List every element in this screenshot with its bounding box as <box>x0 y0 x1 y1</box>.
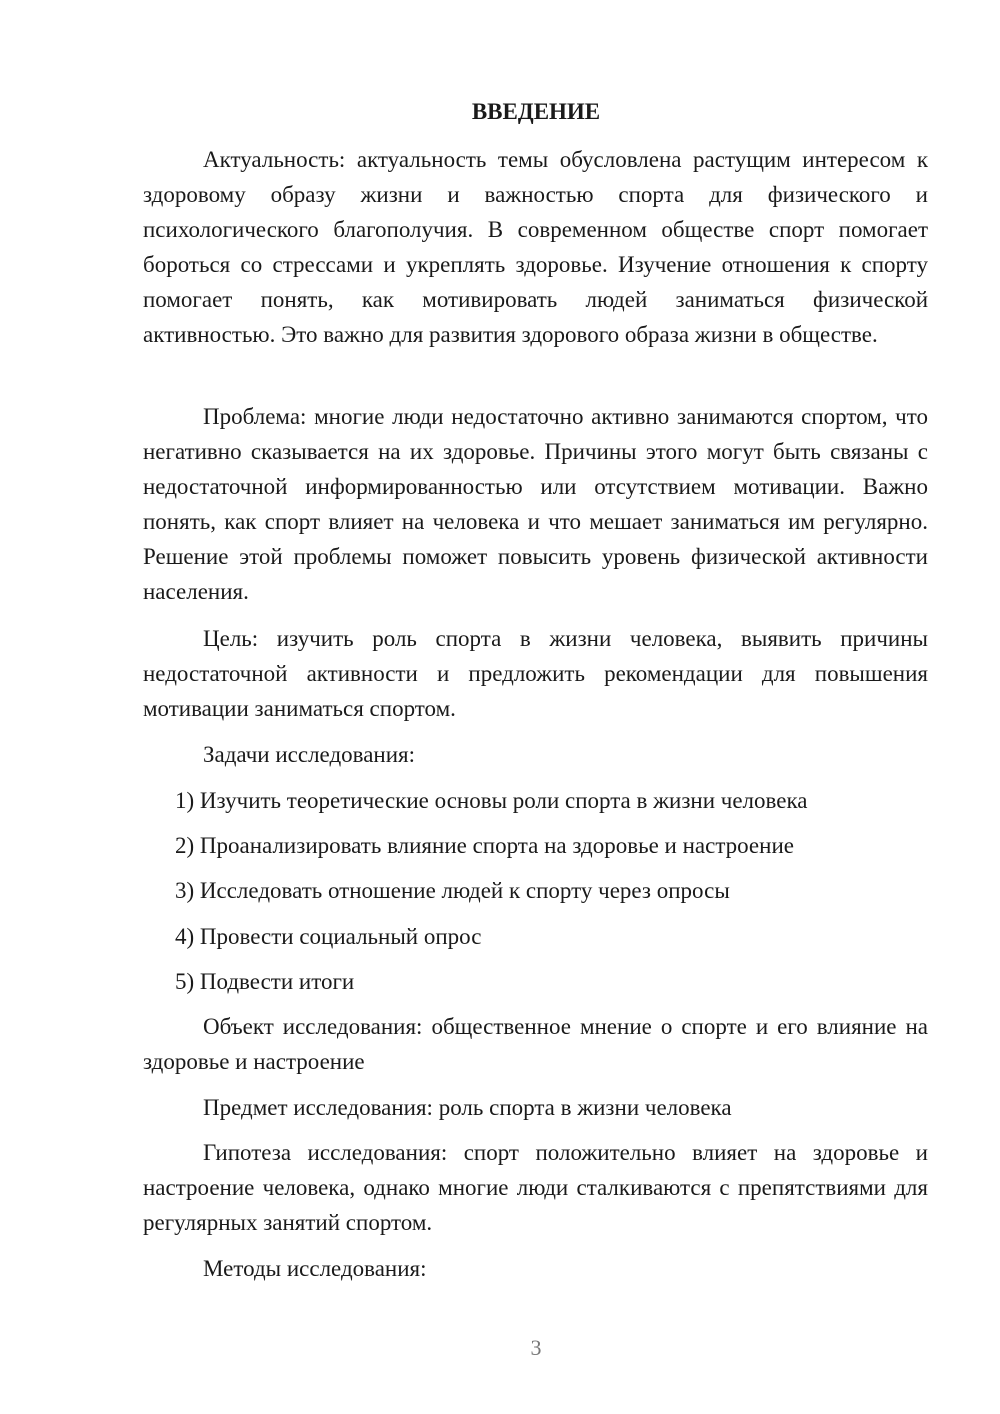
list-item: 4) Провести социальный опрос <box>175 924 482 949</box>
section-title: ВВЕДЕНИЕ <box>471 99 601 124</box>
list-item: 1) Изучить теоретические основы роли спорта в жизни человека <box>175 788 808 813</box>
paragraph-goal: Цель: изучить роль спорта в жизни человека, выявить причины недостаточной активности и предложить рекомендации для повышения мотивации заниматься спортом. <box>143 626 928 721</box>
paragraph-subject: Предмет исследования: роль спорта в жизни человека <box>203 1095 732 1120</box>
tasks-heading: Задачи исследования: <box>203 742 416 767</box>
methods-heading: Методы исследования: <box>203 1256 427 1281</box>
paragraph-hypothesis: Гипотеза исследования: спорт положительно влияет на здоровье и настроение человека, однако многие люди сталкиваются с препятствиями для регулярных занятий спортом. <box>143 1140 928 1235</box>
paragraph-relevance: Актуальность: актуальность темы обусловлена растущим интересом к здоровому образу жизни и важностью спорта для физического и психологического благополучия. В современном обществе спорт помогает бороться со стрессами и укреплять здоровье. Изучение отношения к спорту помогает понять, как мотивировать людей заниматься физической активностью. Это важно для развития здорового образа жизни в обществе. <box>143 147 928 347</box>
paragraph-object: Объект исследования: общественное мнение о спорте и его влияние на здоровье и настроение <box>143 1014 928 1074</box>
paragraph-problem: Проблема: многие люди недостаточно активно занимаются спортом, что негативно сказывается на их здоровье. Причины этого могут быть связаны с недостаточной информированностью или отсутствием мотивации. Важно понять, как спорт влияет на человека и что мешает заниматься им регулярно. Решение этой проблемы поможет повысить уровень физической активности населения. <box>143 404 928 604</box>
list-item: 3) Исследовать отношение людей к спорту через опросы <box>175 878 730 903</box>
list-item: 5) Подвести итоги <box>175 969 355 994</box>
list-item: 2) Проанализировать влияние спорта на здоровье и настроение <box>175 833 794 858</box>
page-number: 3 <box>530 1335 542 1360</box>
